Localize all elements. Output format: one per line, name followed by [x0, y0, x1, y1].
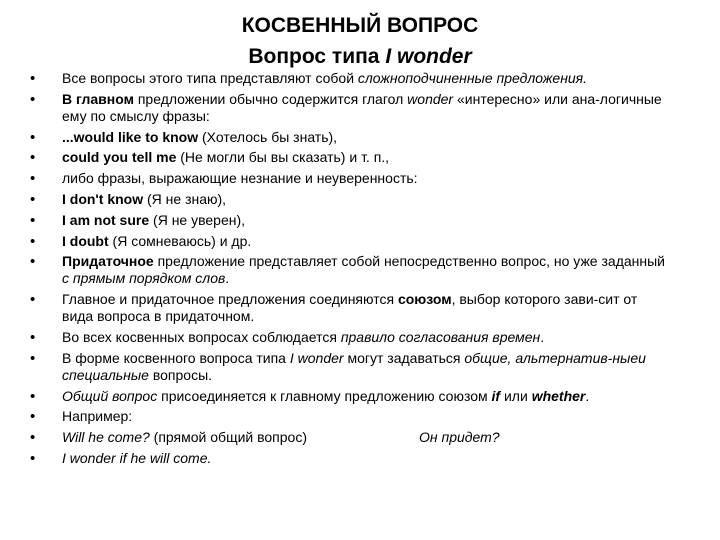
subtitle-italic: I wonder — [385, 45, 472, 68]
bullet-item: • Все вопросы этого типа представляют собой сложноподчиненные предложения. — [30, 70, 670, 87]
bullet-item: • В главном предложении обычно содержится глагол wonder «интересно» или ана-логичные ему по смыслу фразы: — [30, 91, 670, 125]
bullet-item: • I doubt (Я сомневаюсь) и др. — [30, 233, 670, 250]
bullet-item: • Во всех косвенных вопросах соблюдается правило согласования времен. — [30, 329, 670, 346]
bullet-item: • Главное и придаточное предложения соединяются союзом, выбор которого зави-сит от вида вопроса в придаточном. — [30, 291, 670, 325]
bullet-list — [30, 70, 670, 471]
bullet-item: • Will he come? (прямой общий вопрос) Он придет? — [30, 429, 670, 446]
bullet-item: • В форме косвенного вопроса типа I wonder могут задаваться общие, альтернатив-ныеи специальные вопросы. — [30, 350, 670, 384]
bullet-item: • I don't know (Я не знаю), — [30, 191, 670, 208]
slide-title: КОСВЕННЫЙ ВОПРОС — [241, 14, 479, 37]
bullet-item: • could you tell me (Не могли бы вы сказать) и т. п., — [30, 149, 670, 166]
bullet-item: • Общий вопрос присоединяется к главному предложению союзом if или whether. — [30, 388, 670, 405]
bullet-item: • Например: — [30, 408, 670, 425]
bullet-item: • либо фразы, выражающие незнание и неуверенность: — [30, 170, 670, 187]
bullet-item: • ...would like to know (Хотелось бы знать), — [30, 129, 670, 146]
bullet-item: • I wonder if he will come. — [30, 450, 670, 467]
bullet-item: • I am not sure (Я не уверен), — [30, 212, 670, 229]
subtitle-prefix: Вопрос типа — [248, 45, 386, 68]
slide-subtitle — [0, 45, 720, 69]
bullet-item: • Придаточное предложение представляет собой непосредственно вопрос, но уже заданный с прямым порядком слов. — [30, 253, 670, 287]
